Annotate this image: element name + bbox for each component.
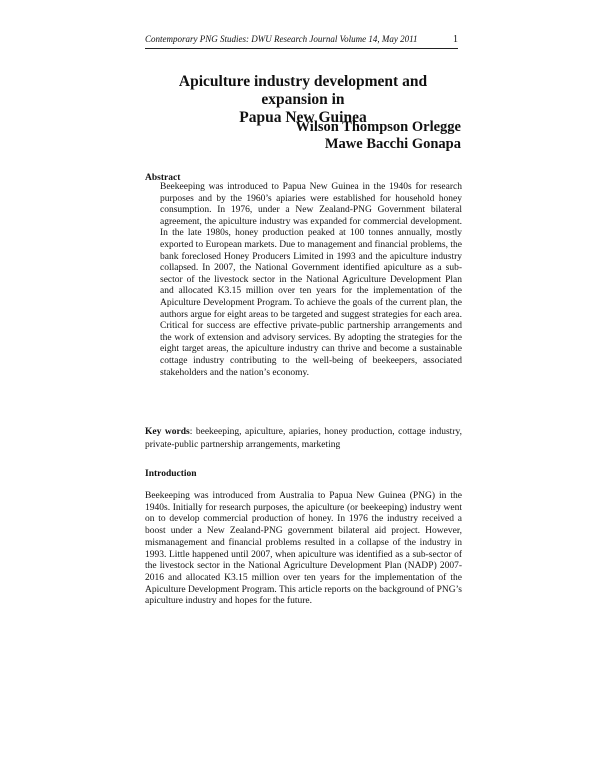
keywords-paragraph	[145, 426, 462, 452]
abstract-heading: Abstract	[145, 173, 181, 183]
title-line-2: Papua New Guinea	[239, 109, 367, 126]
header-rule	[145, 48, 458, 49]
keywords-text: : beekeeping, apiculture, apiaries, honey production, cottage industry, private-public partnership arrangements, marketing	[145, 427, 462, 450]
running-head	[145, 34, 458, 45]
keywords-label: Key words	[145, 427, 190, 437]
author-list	[145, 119, 461, 153]
page-number: 1	[453, 34, 458, 45]
author-name: Mawe Bacchi Gonapa	[324, 136, 461, 152]
title-line-1: Apiculture industry development and expansion in	[178, 73, 428, 108]
introduction-text: Beekeeping was introduced from Australia to Papua New Guinea (PNG) in the 1940s. Initially for research purposes, the apiculture (or beekeeping) industry went on to develop commercial production of honey. In 1976 the industry received a boost under a New Zealand-PNG government bilateral aid project. However, mismanagement and financial problems resulted in a collapse of the industry in 1993. Little happened until 2007, when apiculture was identified as a sub-sector of the livestock sector in the National Agriculture Development Plan (NADP) 2007-2016 and allocated K3.15 million over ten years for the implementation of the Apiculture Development Program. This article reports on the background of PNG’s apiculture industry and hopes for the future.	[145, 491, 462, 607]
journal-citation: Contemporary PNG Studies: DWU Research Journal Volume 14, May 2011	[145, 34, 418, 44]
author-name: Wilson Thompson Orlegge	[295, 119, 461, 135]
abstract-text: Beekeeping was introduced to Papua New Guinea in the 1940s for research purposes and by the 1960’s apiaries were established for household honey consumption. In 1976, under a New Zealand-PNG Government bilateral agreement, the apiculture industry was expanded for commercial development. In the late 1980s, honey production peaked at 100 tonnes annually, mostly exported to European markets. Due to management and financial problems, the bank foreclosed Honey Producers Limited in 1993 and the apiculture industry collapsed. In 2007, the National Government identified apiculture as a sub-sector of the livestock sector in the National Agriculture Development Plan and allocated K3.15 million over ten years for the implementation of the Apiculture Development Program. To achieve the goals of the current plan, the authors argue for eight areas to be targeted and suggest strategies for each area. Critical for success are effective private-public partnership arrangements and the work of extension and advisory services. By adopting the strategies for the eight target areas, the apiculture industry can thrive and become a sustainable cottage industry contributing to the well-being of beekeepers, associated stakeholders and the nation’s economy.	[160, 182, 462, 378]
introduction-heading: Introduction	[145, 469, 197, 479]
